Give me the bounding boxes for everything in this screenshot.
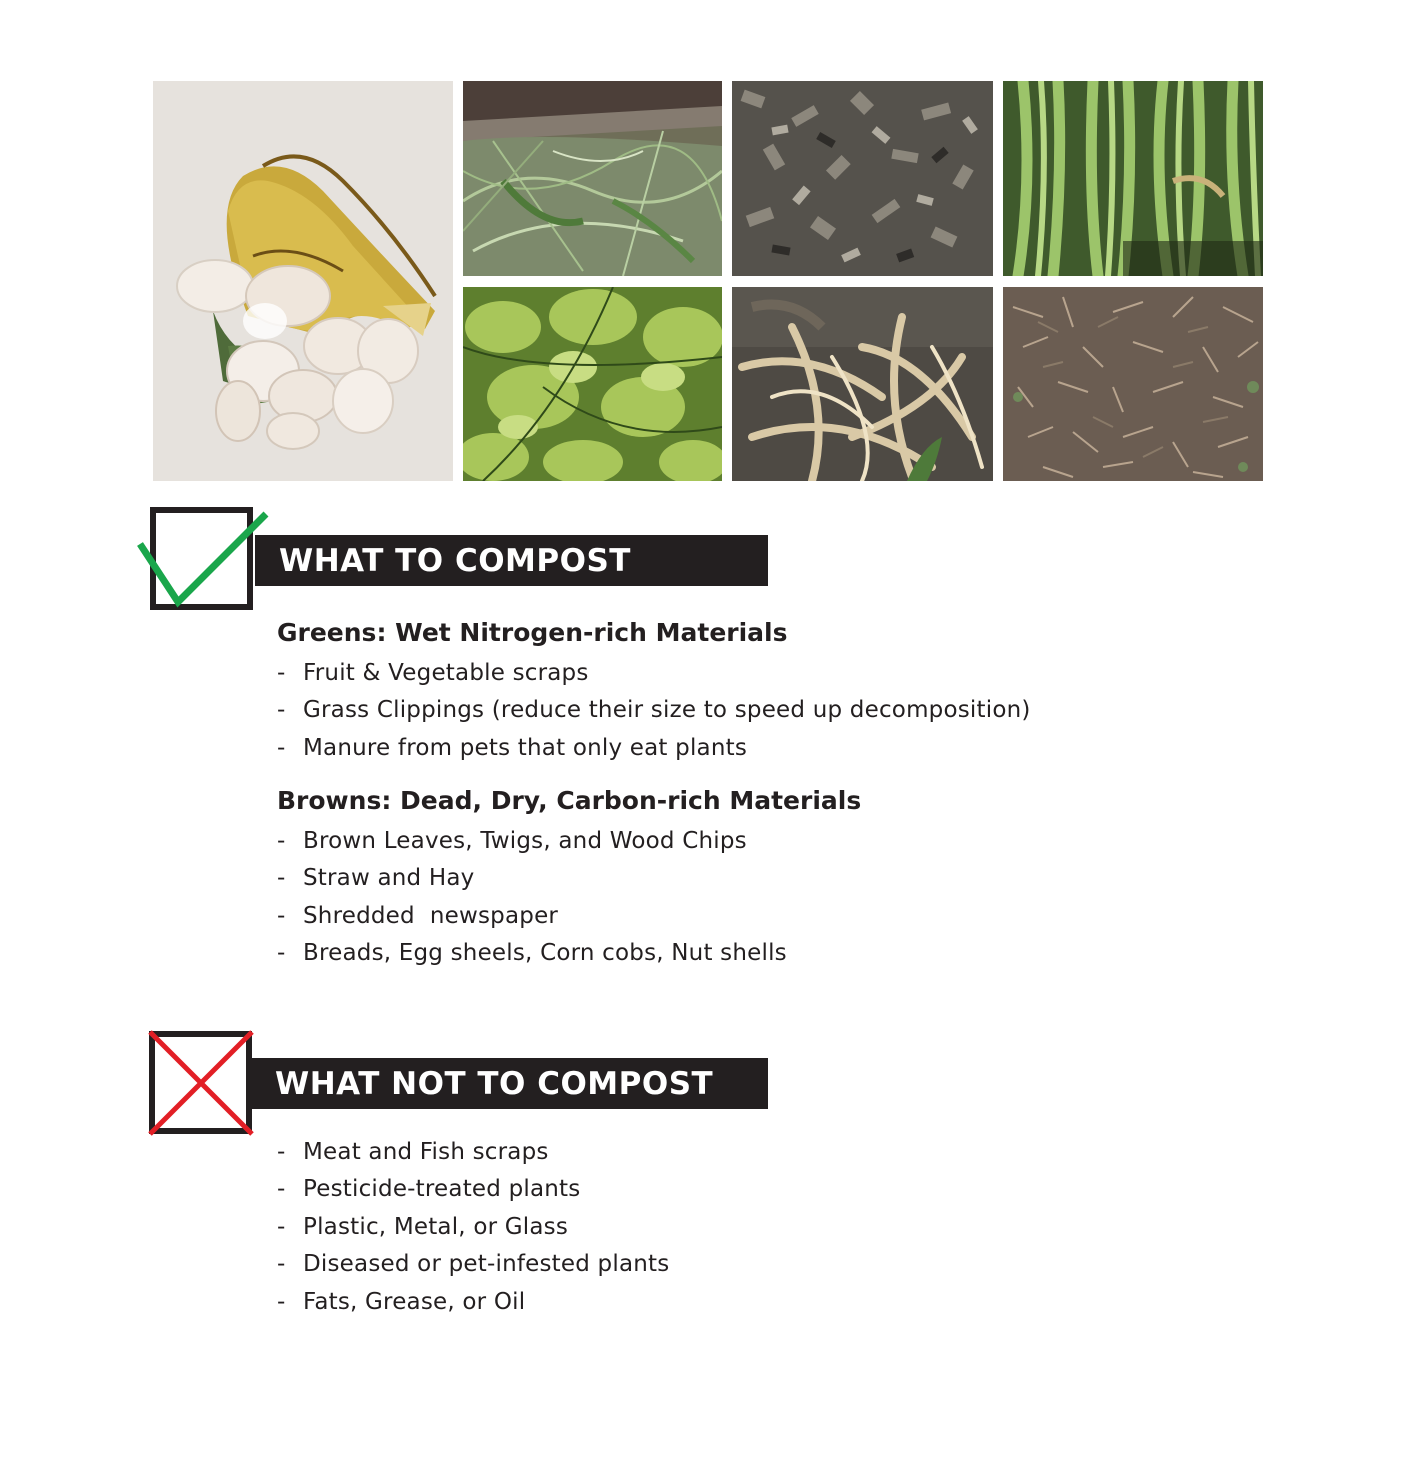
list-item: - Straw and Hay [277, 860, 787, 897]
photo-dry-needles [1003, 287, 1263, 481]
x-box-icon [146, 1028, 256, 1138]
list-item: - Shredded newspaper [277, 898, 787, 935]
photo-green-stems [1003, 81, 1263, 276]
list-marker: - [277, 1176, 286, 1203]
greens-list [277, 655, 1031, 767]
photo-banana-peel-eggshells [153, 81, 453, 481]
list-marker: - [277, 828, 286, 854]
list-marker: - [277, 902, 286, 929]
list-marker: - [277, 734, 286, 761]
list-item: - Plastic, Metal, or Glass [277, 1209, 669, 1246]
photo-wood-chips [732, 81, 993, 276]
list-marker: - [277, 697, 286, 724]
list-item: - Diseased or pet-infested plants [277, 1246, 669, 1283]
what-to-compost-banner [255, 535, 768, 586]
not-compost-list [277, 1134, 669, 1321]
list-marker: - [277, 1213, 286, 1240]
list-marker: - [277, 940, 286, 967]
list-item: - Manure from pets that only eat plants [277, 730, 1031, 767]
greens-heading: Greens: Wet Nitrogen-rich Materials [277, 618, 788, 647]
what-not-to-compost-title: WHAT NOT TO COMPOST [275, 1065, 714, 1102]
browns-heading: Browns: Dead, Dry, Carbon-rich Materials [277, 786, 862, 815]
list-marker: - [277, 1251, 286, 1278]
list-item: - Pesticide-treated plants [277, 1171, 669, 1208]
list-item: - Brown Leaves, Twigs, and Wood Chips [277, 823, 787, 860]
browns-list [277, 823, 787, 973]
photo-dry-straw-leaves [732, 287, 993, 481]
what-to-compost-title: WHAT TO COMPOST [279, 542, 631, 579]
checkmark-box-icon [134, 506, 274, 614]
list-item: - Grass Clippings (reduce their size to speed up decomposition) [277, 692, 1031, 729]
list-marker: - [277, 1288, 286, 1315]
list-marker: - [277, 660, 286, 686]
list-marker: - [277, 865, 286, 892]
what-not-to-compost-banner [251, 1058, 768, 1109]
list-item: - Breads, Egg sheels, Corn cobs, Nut shells [277, 935, 787, 972]
list-item: - Meat and Fish scraps [277, 1134, 669, 1171]
photo-grass-clippings [463, 81, 722, 276]
photo-leafy-greens [463, 287, 722, 481]
list-item: - Fats, Grease, or Oil [277, 1284, 669, 1321]
list-item: - Fruit & Vegetable scraps [277, 655, 1031, 692]
list-marker: - [277, 1139, 286, 1165]
